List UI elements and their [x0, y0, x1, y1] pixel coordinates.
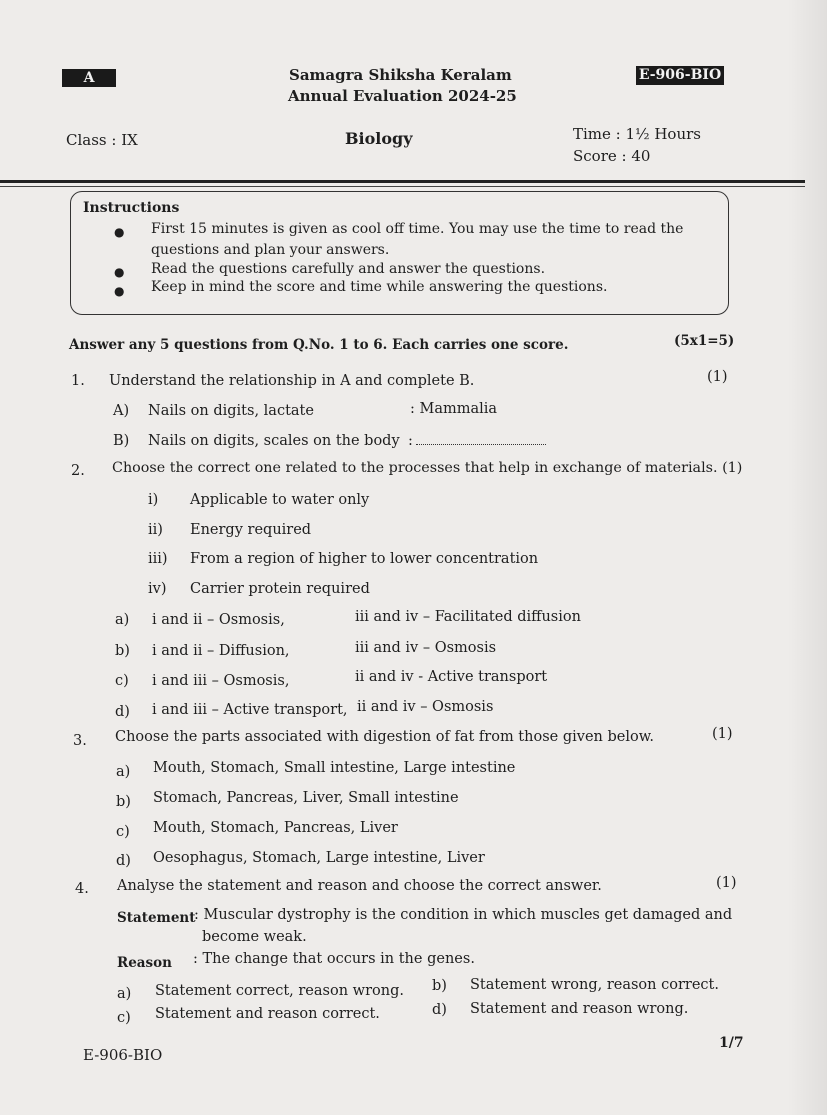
- bullet-icon: ●: [114, 284, 125, 298]
- q4-option-label: d): [432, 1002, 447, 1018]
- q4-number: 4.: [75, 881, 89, 897]
- q4-option-text: Statement correct, reason wrong.: [155, 983, 404, 999]
- q4-option-text: Statement wrong, reason correct.: [470, 977, 719, 993]
- q3-score: (1): [712, 726, 733, 742]
- page-shadow: [787, 0, 827, 1115]
- q2-option-left: i and ii – Osmosis,: [152, 612, 285, 628]
- q3-option-text: Oesophagus, Stomach, Large intestine, Liver: [153, 850, 485, 866]
- q2-option-label: b): [115, 643, 130, 659]
- q2-statement-text: From a region of higher to lower concentration: [190, 551, 539, 567]
- header-rule-thin: [0, 186, 805, 187]
- answer-blank: [416, 432, 546, 445]
- q3-option-text: Mouth, Stomach, Pancreas, Liver: [153, 820, 398, 836]
- q4-statement-text: : Muscular dystrophy is the condition in which muscles get damaged and: [194, 907, 733, 923]
- q4-option-label: b): [432, 978, 447, 994]
- q4-reason-label: Reason: [117, 955, 172, 971]
- q1-score: (1): [707, 369, 728, 385]
- time-label: Time : 1½ Hours: [573, 125, 701, 143]
- q1-number: 1.: [71, 373, 85, 389]
- q2-number: 2.: [71, 463, 85, 479]
- q2-statement-text: Carrier protein required: [190, 581, 370, 597]
- instruction-line: Keep in mind the score and time while answering the questions.: [151, 279, 608, 295]
- q2-option-left: i and ii – Diffusion,: [152, 643, 290, 659]
- q4-option-label: c): [117, 1010, 131, 1026]
- q2-option-right: iii and iv – Osmosis: [355, 640, 497, 656]
- q3-number: 3.: [73, 733, 87, 749]
- q4-text: Analyse the statement and reason and choose the correct answer.: [117, 878, 602, 894]
- set-badge: A: [62, 69, 116, 87]
- header-rule: [0, 180, 805, 183]
- footer-code: E-906-BIO: [83, 1046, 163, 1064]
- q4-option-text: Statement and reason correct.: [155, 1006, 380, 1022]
- q2-option-right: ii and iv - Active transport: [355, 669, 548, 685]
- q1-a-text: Nails on digits, lactate: [148, 403, 314, 419]
- q2-statement-label: ii): [148, 522, 163, 538]
- q4-option-text: Statement and reason wrong.: [470, 1001, 689, 1017]
- instructions-title: Instructions: [83, 200, 180, 216]
- section-marks: (5x1=5): [674, 333, 735, 349]
- instruction-line: Read the questions carefully and answer the questions.: [151, 261, 546, 277]
- q2-option-right: iii and iv – Facilitated diffusion: [355, 609, 581, 625]
- q3-option-label: c): [116, 824, 130, 840]
- page-number: 1/7: [719, 1035, 744, 1051]
- q4-score: (1): [716, 875, 737, 891]
- score-label: Score : 40: [573, 147, 651, 165]
- q1-b-label: B): [113, 433, 130, 449]
- q2-statement-text: Energy required: [190, 522, 312, 538]
- section-heading: Answer any 5 questions from Q.No. 1 to 6. Each carries one score.: [69, 337, 569, 353]
- q1-a-label: A): [113, 403, 130, 419]
- q3-option-text: Mouth, Stomach, Small intestine, Large intestine: [153, 760, 516, 776]
- q1-a-answer: : Mammalia: [410, 401, 498, 417]
- q3-option-text: Stomach, Pancreas, Liver, Small intestine: [153, 790, 459, 806]
- code-badge: E-906-BIO: [636, 66, 724, 85]
- q1-text: Understand the relationship in A and complete B.: [109, 373, 475, 389]
- q1-b-text: Nails on digits, scales on the body: [148, 433, 400, 449]
- q2-option-left: i and iii – Osmosis,: [152, 673, 290, 689]
- q2-statement-label: iv): [148, 581, 167, 597]
- org-name: Samagra Shiksha Keralam: [289, 66, 512, 84]
- q2-option-right: ii and iv – Osmosis: [357, 699, 494, 715]
- q3-option-label: a): [116, 764, 131, 780]
- q2-statement-label: iii): [148, 551, 168, 567]
- q4-option-label: a): [117, 986, 132, 1002]
- subject-title: Biology: [345, 129, 413, 148]
- q2-option-label: d): [115, 704, 130, 720]
- exam-title: Annual Evaluation 2024-25: [288, 87, 517, 105]
- class-label: Class : IX: [66, 131, 138, 149]
- q2-option-left: i and iii – Active transport,: [152, 702, 348, 718]
- q2-statement-label: i): [148, 492, 159, 508]
- q1-b-colon: :: [408, 433, 413, 449]
- q2-option-label: c): [115, 673, 129, 689]
- q4-statement-text-cont: become weak.: [202, 929, 307, 945]
- q3-text: Choose the parts associated with digestion of fat from those given below.: [115, 729, 654, 745]
- bullet-icon: ●: [114, 225, 125, 239]
- q3-option-label: b): [116, 794, 131, 810]
- instruction-line: questions and plan your answers.: [151, 242, 390, 258]
- q4-statement-label: Statement: [117, 910, 196, 926]
- q3-option-label: d): [116, 853, 131, 869]
- q2-text: Choose the correct one related to the processes that help in exchange of materials. (1): [112, 460, 743, 476]
- q2-statement-text: Applicable to water only: [190, 492, 370, 508]
- q4-reason-text: : The change that occurs in the genes.: [193, 951, 475, 967]
- q2-option-label: a): [115, 612, 130, 628]
- instruction-line: First 15 minutes is given as cool off time. You may use the time to read the: [151, 221, 684, 237]
- bullet-icon: ●: [114, 265, 125, 279]
